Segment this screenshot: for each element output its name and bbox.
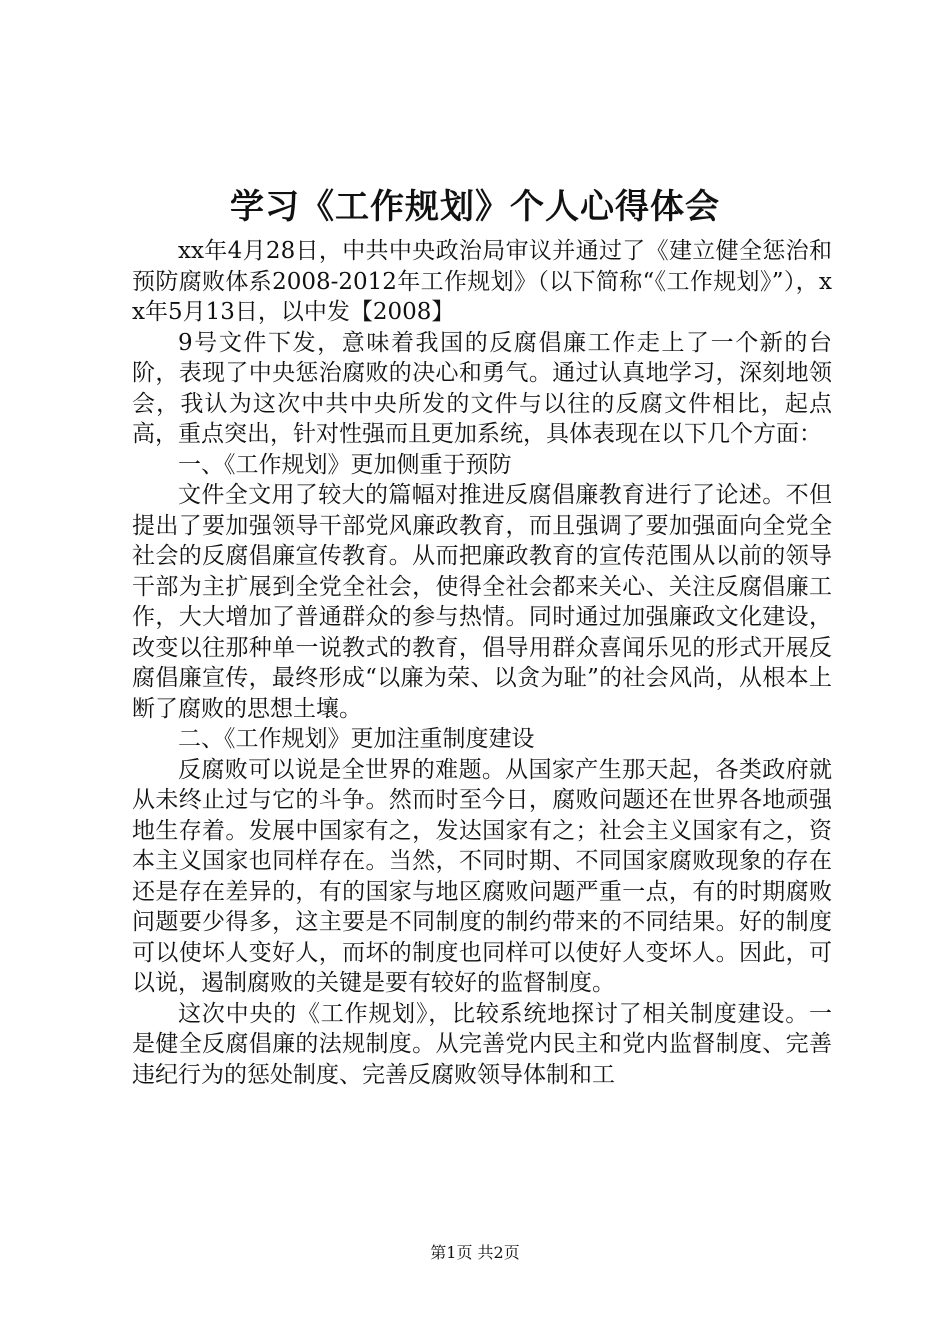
section-heading: 一、《工作规划》更加侧重于预防 <box>178 451 512 478</box>
section-heading: 二、《工作规划》更加注重制度建设 <box>178 726 535 752</box>
body-paragraph: 这次中央的《工作规划》，比较系统地探讨了相关制度建设。一是健全反腐倡廉的法规制度。从完善党内民主和党内监督制度、完善违纪行为的惩处制度、完善反腐败领导体制和工 <box>132 1000 832 1088</box>
body-paragraph: xx年4月28日，中共中央政治局审议并通过了《建立健全惩治和预防腐败体系2008-2012年工作规划》（以下简称“《工作规划》”），xx年5月13日，以中发【2008】 <box>132 238 832 325</box>
body-paragraph: 文件全文用了较大的篇幅对推进反腐倡廉教育进行了论述。不但提出了要加强领导干部党风廉政教育，而且强调了要加强面向全党全社会的反腐倡廉宣传教育。从而把廉政教育的宣传范围从以前的领导干部为主扩展到全党全社会，使得全社会都来关心、关注反腐倡廉工作，大大增加了普通群众的参与热情。同时通过加强廉政文化建设，改变以往那种单一说教式的教育，倡导用群众喜闻乐见的形式开展反腐倡廉宣传，最终形成“以廉为荣、以贪为耻”的社会风尚，从根本上断了腐败的思想土壤。 <box>132 482 832 722</box>
document-body <box>132 236 832 1090</box>
body-paragraph: 反腐败可以说是全世界的难题。从国家产生那天起，各类政府就从未终止过与它的斗争。然而时至今日，腐败问题还在世界各地顽强地生存着。发展中国家有之，发达国家有之；社会主义国家有之，资本主义国家也同样存在。当然，不同时期、不同国家腐败现象的存在还是存在差异的，有的国家与地区腐败问题严重一点，有的时期腐败问题要少得多，这主要是不同制度的制约带来的不同结果。好的制度可以使坏人变好人，而坏的制度也同样可以使好人变坏人。因此，可以说，遏制腐败的关键是要有较好的监督制度。 <box>132 756 832 996</box>
document-title: 学习《工作规划》个人心得体会 <box>230 187 720 227</box>
page-number-footer: 第1页 共2页 <box>430 1243 520 1262</box>
body-paragraph: 9号文件下发，意味着我国的反腐倡廉工作走上了一个新的台阶，表现了中央惩治腐败的决心和勇气。通过认真地学习，深刻地领会，我认为这次中共中央所发的文件与以往的反腐文件相比，起点高，重点突出，针对性强而且更加系统，具体表现在以下几个方面： <box>132 329 832 447</box>
